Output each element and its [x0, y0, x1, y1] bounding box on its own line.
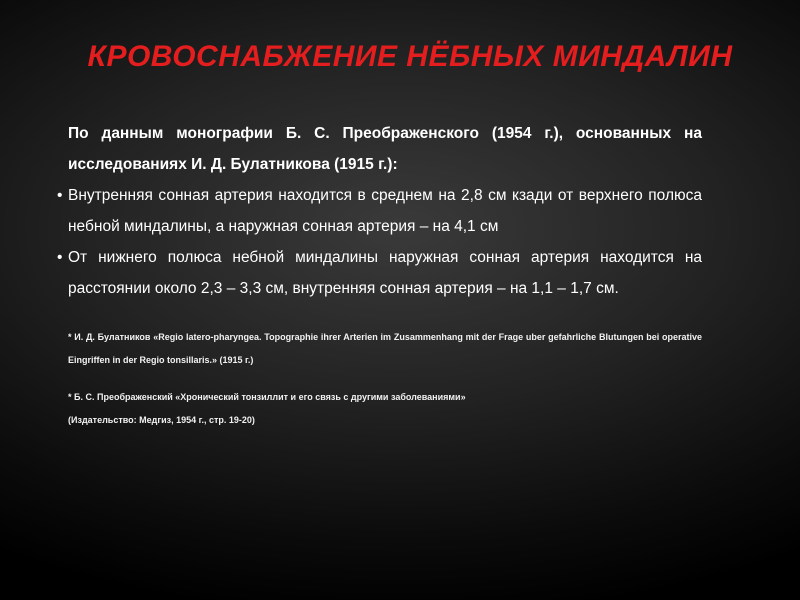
- bullet-list: [57, 180, 702, 304]
- bullet-item: [57, 180, 702, 242]
- slide-title: КРОВОСНАБЖЕНИЕ НЁБНЫХ МИНДАЛИН: [87, 40, 733, 73]
- footnote-publisher: (Издательство: Медгиз, 1954 г., стр. 19-20): [68, 415, 255, 425]
- bullet-text: Внутренняя сонная артерия находится в среднем на 2,8 см кзади от верхнего полюса небной миндалины, а наружная сонная артерия – на 4,1 см: [68, 187, 702, 235]
- footnote-citation: * Б. С. Преображенский «Хронический тонзиллит и его связь с другими заболеваниями»: [68, 392, 466, 402]
- bullet-marker: •: [57, 187, 63, 204]
- bullet-marker: •: [57, 249, 63, 266]
- intro-paragraph: По данным монографии Б. С. Преображенского (1954 г.), основанных на исследованиях И. Д. Булатникова (1915 г.):: [68, 125, 702, 173]
- slide-content: [57, 118, 702, 432]
- footnote-bulatnikov: * И. Д. Булатников «Regio latero-pharyngea. Topographie ihrer Arterien im Zusammenhang mit der Frage uber gefahrliche Blutungen bei operative Eingriffen in der Regio tonsillaris.» (1915 г.): [68, 332, 702, 365]
- footnote-preobrazhensky: [62, 386, 702, 432]
- bullet-item: [57, 242, 702, 304]
- bullet-text: От нижнего полюса небной миндалины наружная сонная артерия находится на расстоянии около 2,3 – 3,3 см, внутренняя сонная артерия – на 1,1 – 1,7 см.: [68, 249, 702, 297]
